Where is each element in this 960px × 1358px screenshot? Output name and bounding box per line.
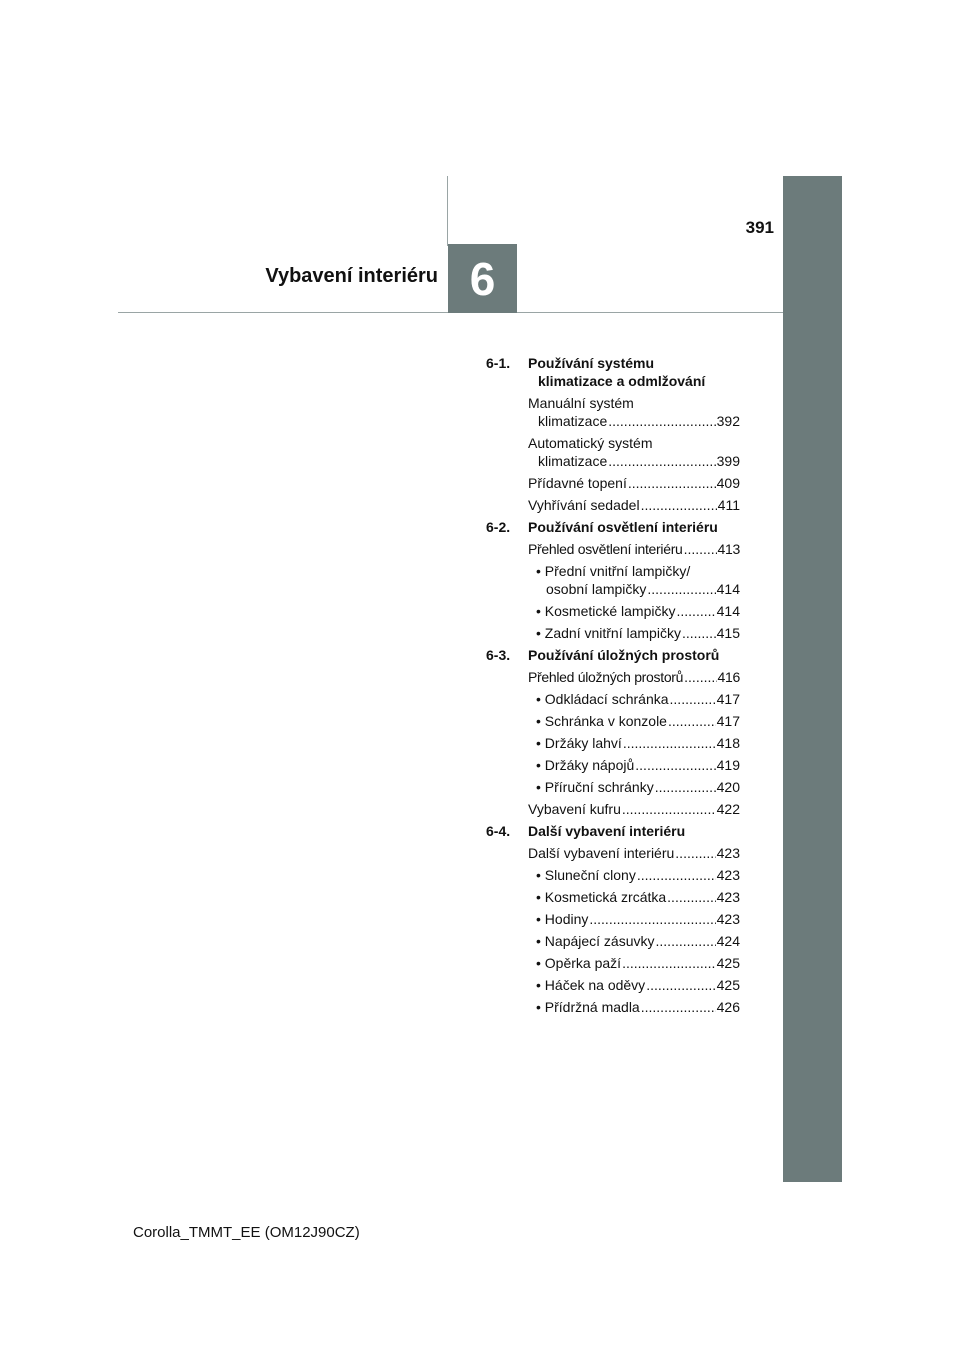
- toc-subentry[interactable]: [536, 690, 740, 708]
- entry-title: Přehled úložných prostorů: [528, 669, 684, 685]
- section-title: Další vybavení interiéru: [528, 823, 686, 839]
- toc-entry[interactable]: [528, 668, 740, 686]
- toc-subentry[interactable]: [536, 888, 740, 906]
- entry-page: 414: [716, 581, 740, 597]
- section-title: Používání osvětlení interiéru: [528, 519, 718, 535]
- section-number: 6-1.: [486, 355, 511, 371]
- entry-page: 423: [716, 911, 740, 927]
- toc-subentry[interactable]: [536, 602, 740, 620]
- chapter-number: 6: [469, 252, 496, 305]
- entry-page: 417: [716, 691, 740, 707]
- toc-subentry[interactable]: [536, 624, 740, 642]
- header-vertical-rule: [447, 176, 448, 246]
- section-number: 6-4.: [486, 823, 511, 839]
- entry-title: Automatický systém: [528, 435, 653, 451]
- toc-section[interactable]: [486, 518, 740, 536]
- entry-title: • Přední vnitřní lampičky/: [536, 563, 691, 579]
- entry-page: 422: [716, 801, 740, 817]
- entry-page: 416: [717, 669, 740, 685]
- entry-title-cont: klimatizace: [538, 413, 608, 429]
- section-title-cont: klimatizace a odmlžování: [538, 373, 706, 389]
- entry-title: • Zadní vnitřní lampičky: [536, 625, 681, 641]
- entry-page: 425: [716, 955, 740, 971]
- entry-title: Další vybavení interiéru: [528, 845, 675, 861]
- chapter-title: Vybavení interiéru: [265, 265, 438, 287]
- chapter-number-box: [448, 244, 517, 313]
- entry-title: Přídavné topení: [528, 475, 627, 491]
- entry-page: 420: [716, 779, 740, 795]
- entry-title-cont: osobní lampičky: [546, 581, 647, 597]
- entry-page: 419: [716, 757, 740, 773]
- entry-page: 424: [716, 933, 740, 949]
- toc-section[interactable]: [486, 646, 740, 664]
- entry-page: 414: [716, 603, 740, 619]
- entry-title: • Napájecí zásuvky: [536, 933, 655, 949]
- entry-title: • Odkládací schránka: [536, 691, 669, 707]
- toc-entry[interactable]: [528, 394, 740, 430]
- section-number: 6-2.: [486, 519, 511, 535]
- entry-title: • Přídržná madla: [536, 999, 640, 1015]
- entry-page: 417: [716, 713, 740, 729]
- entry-title: • Hodiny: [536, 911, 589, 927]
- entry-title: • Kosmetické lampičky: [536, 603, 676, 619]
- toc-subentry[interactable]: [536, 712, 740, 730]
- toc-section[interactable]: [486, 822, 740, 840]
- toc-subentry[interactable]: [536, 866, 740, 884]
- footer-text: Corolla_TMMT_EE (OM12J90CZ): [133, 1224, 360, 1241]
- table-of-contents: [486, 354, 740, 1020]
- entry-title: Přehled osvětlení interiéru: [528, 541, 683, 557]
- entry-page: 392: [716, 413, 740, 429]
- entry-title: Vyhřívání sedadel: [528, 497, 640, 513]
- section-title: Používání systému: [528, 355, 655, 371]
- entry-page: 423: [716, 867, 740, 883]
- toc-entry[interactable]: [528, 844, 740, 862]
- entry-page: 423: [716, 889, 740, 905]
- entry-page: 423: [716, 845, 740, 861]
- entry-page: 418: [716, 735, 740, 751]
- entry-page: 399: [716, 453, 740, 469]
- entry-title: Manuální systém: [528, 395, 634, 411]
- page-number: 391: [745, 218, 774, 237]
- entry-title: • Kosmetická zrcátka: [536, 889, 667, 905]
- entry-title: • Háček na oděvy: [536, 977, 646, 993]
- entry-page: 426: [716, 999, 740, 1015]
- entry-page: 415: [716, 625, 740, 641]
- toc-entry[interactable]: [528, 474, 740, 492]
- entry-title: • Držáky nápojů: [536, 757, 635, 773]
- entry-title: Vybavení kufru: [528, 801, 621, 817]
- entry-title: • Opěrka paží: [536, 955, 622, 971]
- toc-subentry[interactable]: [536, 778, 740, 796]
- toc-entry[interactable]: [528, 540, 740, 558]
- entry-title: • Schránka v konzole: [536, 713, 667, 729]
- entry-title: • Sluneční clony: [536, 867, 636, 883]
- toc-subentry[interactable]: [536, 756, 740, 774]
- entry-page: 425: [716, 977, 740, 993]
- toc-subentry[interactable]: [536, 734, 740, 752]
- section-title: Používání úložných prostorů: [528, 647, 720, 663]
- entry-page: 413: [717, 541, 740, 557]
- section-number: 6-3.: [486, 647, 511, 663]
- toc-subentry[interactable]: [536, 998, 740, 1016]
- chapter-side-tab: [783, 176, 842, 1182]
- entry-title: • Držáky lahví: [536, 735, 622, 751]
- entry-title-cont: klimatizace: [538, 453, 608, 469]
- entry-title: • Příruční schránky: [536, 779, 654, 795]
- toc-entry[interactable]: [528, 800, 740, 818]
- toc-subentry[interactable]: [536, 932, 740, 950]
- toc-section[interactable]: [486, 354, 740, 390]
- toc-subentry[interactable]: [536, 954, 740, 972]
- toc-subentry[interactable]: [536, 910, 740, 928]
- entry-page: 409: [716, 475, 740, 491]
- toc-subentry[interactable]: [536, 562, 740, 598]
- toc-subentry[interactable]: [536, 976, 740, 994]
- entry-page: 411: [717, 497, 740, 513]
- toc-entry[interactable]: [528, 496, 740, 514]
- toc-entry[interactable]: [528, 434, 740, 470]
